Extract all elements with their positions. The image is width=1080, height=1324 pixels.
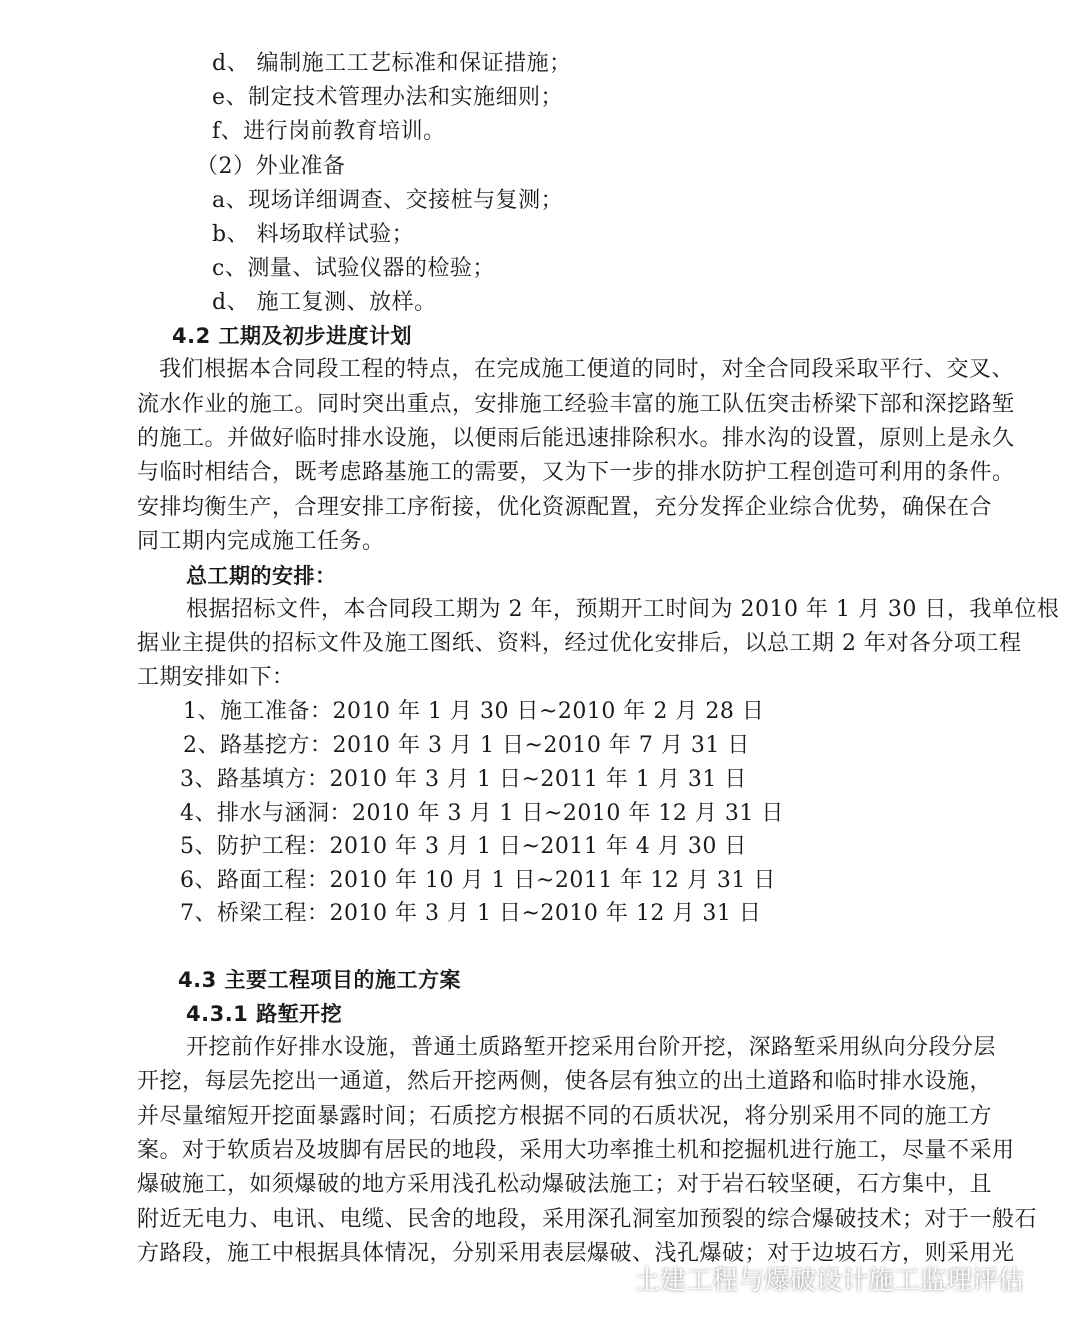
list-item: d、 编制施工工艺标准和保证措施； xyxy=(212,51,572,76)
paragraph-line: 安排均衡生产，合理安排工序衔接，优化资源配置，充分发挥企业综合优势，确保在合 xyxy=(137,495,993,520)
list-item: a、现场详细调查、交接桩与复测； xyxy=(212,188,564,213)
paragraph-line: 我们根据本合同段工程的特点，在完成施工便道的同时，对全合同段采取平行、交叉、 xyxy=(159,357,1015,382)
section-heading: 4.2 工期及初步进度计划 xyxy=(172,324,413,348)
section-subtitle: （2）外业准备 xyxy=(196,154,346,179)
list-item: c、测量、试验仪器的检验； xyxy=(212,256,495,281)
paragraph-line: 开挖，每层先挖出一通道，然后开挖两侧，使各层有独立的出土道路和临时排水设施， xyxy=(137,1069,993,1094)
paragraph-line: 的施工。并做好临时排水设施，以便雨后能迅速排除积水。排水沟的设置，原则上是永久 xyxy=(137,426,1015,451)
paragraph-line: 附近无电力、电讯、电缆、民舍的地段，采用深孔洞室加预裂的综合爆破技术；对于一般石 xyxy=(137,1207,1038,1232)
paragraph-line: 流水作业的施工。同时突出重点，安排施工经验丰富的施工队伍突击桥梁下部和深挖路堑 xyxy=(137,392,1015,417)
list-item: f、进行岗前教育培训。 xyxy=(212,119,446,144)
paragraph-line: 据业主提供的招标文件及施工图纸、资料，经过优化安排后，以总工期 2 年对各分项工程 xyxy=(137,631,1022,656)
schedule-item: 4、排水与涵洞：2010 年 3 月 1 日~2010 年 12 月 31 日 xyxy=(180,801,784,826)
paragraph-line: 并尽量缩短开挖面暴露时间；石质挖方根据不同的石质状况，将分别采用不同的施工方 xyxy=(137,1104,993,1129)
watermark xyxy=(594,1258,1024,1298)
schedule-item: 1、施工准备：2010 年 1 月 30 日~2010 年 2 月 28 日 xyxy=(183,699,765,724)
schedule-item: 3、路基填方：2010 年 3 月 1 日~2011 年 1 月 31 日 xyxy=(180,767,747,792)
wechat-icon xyxy=(594,1262,626,1294)
paragraph-line: 方路段，施工中根据具体情况，分别采用表层爆破、浅孔爆破；对于边坡石方，则采用光 xyxy=(137,1241,1015,1266)
paragraph-line: 案。对于软质岩及坡脚有居民的地段，采用大功率推土机和挖掘机进行施工，尽量不采用 xyxy=(137,1138,1015,1163)
schedule-item: 6、路面工程：2010 年 10 月 1 日~2011 年 12 月 31 日 xyxy=(180,868,776,893)
subsection-heading: 总工期的安排： xyxy=(186,564,337,588)
paragraph-line: 根据招标文件，本合同段工期为 2 年，预期开工时间为 2010 年 1 月 30 日，我单位根 xyxy=(186,597,1060,622)
subsection-heading: 4.3.1 路堑开挖 xyxy=(186,1002,343,1026)
watermark-text: 土建工程与爆破设计施工监理评估 xyxy=(634,1265,1025,1296)
list-item: b、 料场取样试验； xyxy=(212,222,415,247)
paragraph-line: 与临时相结合，既考虑路基施工的需要，又为下一步的排水防护工程创造可利用的条件。 xyxy=(137,460,1015,485)
paragraph-line: 爆破施工，如须爆破的地方采用浅孔松动爆破法施工；对于岩石较坚硬，石方集中，且 xyxy=(137,1172,993,1197)
schedule-item: 5、防护工程：2010 年 3 月 1 日~2011 年 4 月 30 日 xyxy=(180,834,747,859)
list-item: d、 施工复测、放样。 xyxy=(212,290,437,315)
schedule-item: 2、路基挖方：2010 年 3 月 1 日~2010 年 7 月 31 日 xyxy=(183,733,750,758)
paragraph-line: 同工期内完成施工任务。 xyxy=(137,529,385,554)
list-item: e、制定技术管理办法和实施细则； xyxy=(212,85,564,110)
schedule-item: 7、桥梁工程：2010 年 3 月 1 日~2010 年 12 月 31 日 xyxy=(180,901,762,926)
paragraph-line: 开挖前作好排水设施，普通土质路堑开挖采用台阶开挖，深路堑采用纵向分段分层 xyxy=(186,1035,997,1060)
section-heading: 4.3 主要工程项目的施工方案 xyxy=(178,968,462,992)
paragraph-line: 工期安排如下： xyxy=(137,665,295,690)
